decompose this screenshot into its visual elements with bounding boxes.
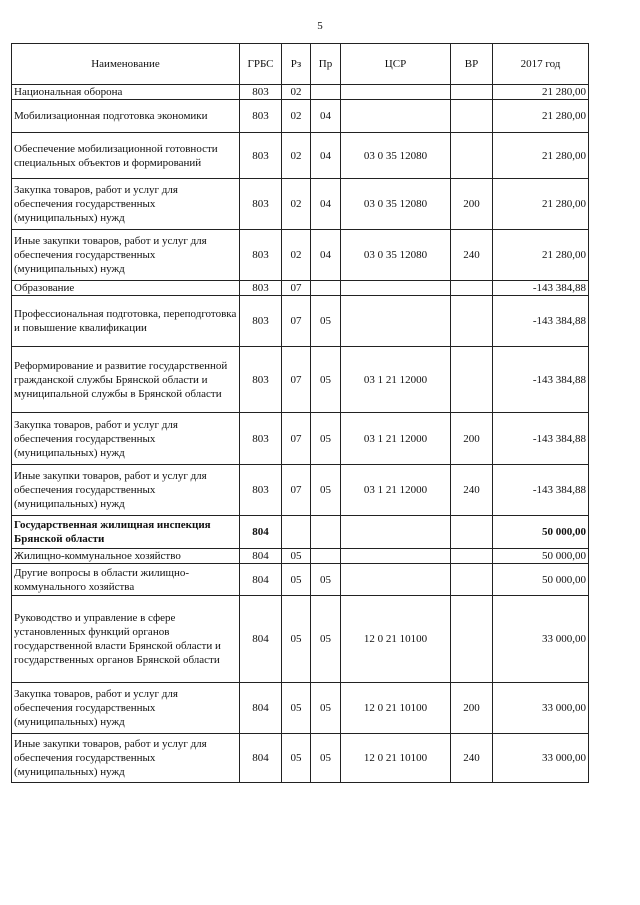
- cell-vr: 200: [451, 413, 493, 465]
- cell-pr: 05: [311, 465, 341, 516]
- cell-name: Национальная оборона: [12, 85, 240, 100]
- table-row: [12, 133, 589, 179]
- cell-name: Иные закупки товаров, работ и услуг для обеспечения государственных (муниципальных) нужд: [12, 734, 240, 783]
- cell-name: Закупка товаров, работ и услуг для обеспечения государственных (муниципальных) нужд: [12, 683, 240, 734]
- cell-amount: 21 280,00: [493, 85, 589, 100]
- cell-amount: 21 280,00: [493, 133, 589, 179]
- cell-vr: 200: [451, 179, 493, 230]
- cell-grbs: 803: [240, 230, 282, 281]
- cell-rz: 02: [282, 85, 311, 100]
- cell-amount: 33 000,00: [493, 734, 589, 783]
- header-csr: ЦСР: [341, 44, 451, 85]
- header-vr: ВР: [451, 44, 493, 85]
- budget-table: [11, 43, 589, 783]
- cell-csr: [341, 549, 451, 564]
- cell-pr: 05: [311, 596, 341, 683]
- cell-grbs: 804: [240, 734, 282, 783]
- cell-rz: [282, 516, 311, 549]
- cell-rz: 07: [282, 347, 311, 413]
- cell-amount: 33 000,00: [493, 596, 589, 683]
- cell-csr: [341, 281, 451, 296]
- cell-grbs: 803: [240, 179, 282, 230]
- cell-pr: 04: [311, 133, 341, 179]
- cell-csr: [341, 100, 451, 133]
- cell-rz: 07: [282, 296, 311, 347]
- cell-name: Обеспечение мобилизационной готовности специальных объектов и формирований: [12, 133, 240, 179]
- cell-rz: 02: [282, 230, 311, 281]
- table-row: [12, 85, 589, 100]
- cell-name: Руководство и управление в сфере установленных функций органов государственной власти Брянской области и государственных органов Брянской области: [12, 596, 240, 683]
- cell-amount: -143 384,88: [493, 347, 589, 413]
- cell-rz: 02: [282, 179, 311, 230]
- cell-amount: 21 280,00: [493, 100, 589, 133]
- cell-csr: 03 0 35 12080: [341, 179, 451, 230]
- cell-rz: 05: [282, 734, 311, 783]
- header-rz: Рз: [282, 44, 311, 85]
- header-grbs: ГРБС: [240, 44, 282, 85]
- cell-vr: 240: [451, 734, 493, 783]
- cell-pr: [311, 516, 341, 549]
- cell-grbs: 803: [240, 281, 282, 296]
- cell-csr: 12 0 21 10100: [341, 596, 451, 683]
- cell-pr: 05: [311, 296, 341, 347]
- table-row: [12, 683, 589, 734]
- cell-name: Закупка товаров, работ и услуг для обеспечения государственных (муниципальных) нужд: [12, 413, 240, 465]
- cell-vr: 240: [451, 465, 493, 516]
- cell-name: Мобилизационная подготовка экономики: [12, 100, 240, 133]
- table-row: [12, 549, 589, 564]
- cell-vr: [451, 564, 493, 596]
- table-body: [12, 85, 589, 783]
- cell-name: Профессиональная подготовка, переподготовка и повышение квалификации: [12, 296, 240, 347]
- cell-grbs: 804: [240, 596, 282, 683]
- table-row: [12, 347, 589, 413]
- cell-pr: 05: [311, 564, 341, 596]
- cell-amount: -143 384,88: [493, 413, 589, 465]
- cell-vr: [451, 133, 493, 179]
- cell-name: Закупка товаров, работ и услуг для обеспечения государственных (муниципальных) нужд: [12, 179, 240, 230]
- cell-amount: 50 000,00: [493, 564, 589, 596]
- cell-rz: 05: [282, 564, 311, 596]
- cell-grbs: 804: [240, 516, 282, 549]
- cell-pr: [311, 85, 341, 100]
- cell-amount: -143 384,88: [493, 465, 589, 516]
- cell-name: Жилищно-коммунальное хозяйство: [12, 549, 240, 564]
- cell-pr: 04: [311, 230, 341, 281]
- cell-csr: 03 1 21 12000: [341, 465, 451, 516]
- cell-vr: [451, 549, 493, 564]
- cell-rz: 07: [282, 281, 311, 296]
- cell-csr: 03 1 21 12000: [341, 347, 451, 413]
- page-number: 5: [317, 20, 323, 32]
- table-row: [12, 516, 589, 549]
- cell-amount: -143 384,88: [493, 296, 589, 347]
- cell-pr: 05: [311, 683, 341, 734]
- header-year: 2017 год: [493, 44, 589, 85]
- cell-vr: [451, 296, 493, 347]
- cell-rz: 07: [282, 413, 311, 465]
- cell-vr: [451, 516, 493, 549]
- cell-pr: 05: [311, 734, 341, 783]
- table-row: [12, 100, 589, 133]
- table-row: [12, 296, 589, 347]
- cell-name: Государственная жилищная инспекция Брянской области: [12, 516, 240, 549]
- cell-pr: [311, 549, 341, 564]
- table-row: [12, 596, 589, 683]
- cell-rz: 05: [282, 549, 311, 564]
- cell-csr: [341, 85, 451, 100]
- header-pr: Пр: [311, 44, 341, 85]
- cell-name: Другие вопросы в области жилищно-коммунального хозяйства: [12, 564, 240, 596]
- cell-grbs: 803: [240, 85, 282, 100]
- table-row: [12, 413, 589, 465]
- cell-vr: 240: [451, 230, 493, 281]
- cell-amount: 21 280,00: [493, 230, 589, 281]
- cell-grbs: 804: [240, 683, 282, 734]
- cell-grbs: 803: [240, 296, 282, 347]
- cell-pr: 05: [311, 413, 341, 465]
- cell-grbs: 804: [240, 549, 282, 564]
- cell-amount: 50 000,00: [493, 516, 589, 549]
- cell-grbs: 803: [240, 413, 282, 465]
- cell-grbs: 803: [240, 133, 282, 179]
- cell-name: Реформирование и развитие государственной гражданской службы Брянской области и муниципальной службы в Брянской области: [12, 347, 240, 413]
- header-row: [12, 44, 589, 85]
- cell-amount: 33 000,00: [493, 683, 589, 734]
- cell-rz: 02: [282, 100, 311, 133]
- cell-csr: 03 0 35 12080: [341, 133, 451, 179]
- cell-amount: 50 000,00: [493, 549, 589, 564]
- cell-pr: 04: [311, 179, 341, 230]
- cell-csr: 12 0 21 10100: [341, 683, 451, 734]
- table-row: [12, 179, 589, 230]
- table-row: [12, 281, 589, 296]
- cell-name: Иные закупки товаров, работ и услуг для обеспечения государственных (муниципальных) нужд: [12, 230, 240, 281]
- cell-rz: 07: [282, 465, 311, 516]
- cell-grbs: 803: [240, 100, 282, 133]
- cell-csr: [341, 516, 451, 549]
- cell-vr: 200: [451, 683, 493, 734]
- cell-rz: 02: [282, 133, 311, 179]
- cell-grbs: 803: [240, 347, 282, 413]
- cell-vr: [451, 85, 493, 100]
- cell-pr: 05: [311, 347, 341, 413]
- cell-rz: 05: [282, 596, 311, 683]
- cell-csr: 03 1 21 12000: [341, 413, 451, 465]
- cell-csr: [341, 296, 451, 347]
- cell-amount: -143 384,88: [493, 281, 589, 296]
- cell-vr: [451, 596, 493, 683]
- cell-name: Иные закупки товаров, работ и услуг для обеспечения государственных (муниципальных) нужд: [12, 465, 240, 516]
- cell-vr: [451, 347, 493, 413]
- cell-grbs: 804: [240, 564, 282, 596]
- cell-csr: [341, 564, 451, 596]
- cell-amount: 21 280,00: [493, 179, 589, 230]
- table-row: [12, 564, 589, 596]
- header-name: Наименование: [12, 44, 240, 85]
- cell-vr: [451, 281, 493, 296]
- cell-pr: 04: [311, 100, 341, 133]
- cell-vr: [451, 100, 493, 133]
- cell-rz: 05: [282, 683, 311, 734]
- table-row: [12, 734, 589, 783]
- table-row: [12, 230, 589, 281]
- cell-csr: 12 0 21 10100: [341, 734, 451, 783]
- cell-name: Образование: [12, 281, 240, 296]
- cell-grbs: 803: [240, 465, 282, 516]
- cell-csr: 03 0 35 12080: [341, 230, 451, 281]
- cell-pr: [311, 281, 341, 296]
- table-row: [12, 465, 589, 516]
